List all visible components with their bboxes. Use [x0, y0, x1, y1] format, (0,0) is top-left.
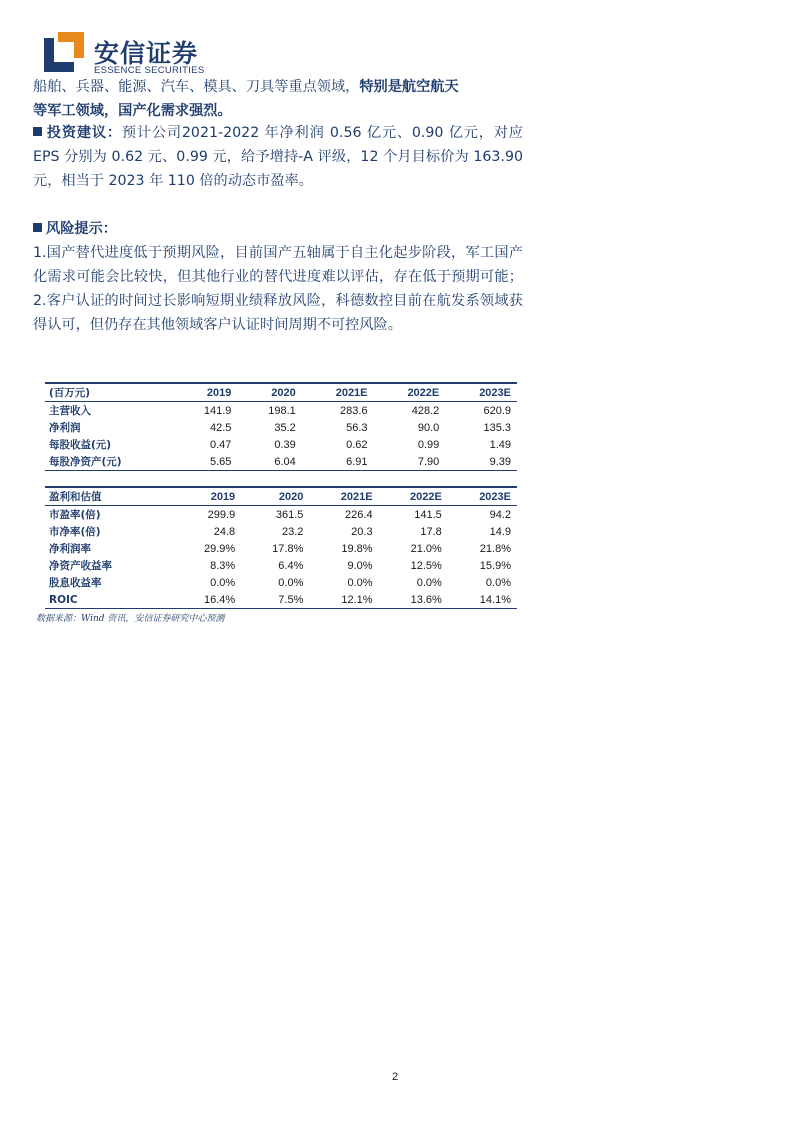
table-cell: 198.1 [268, 404, 296, 417]
table-cell: 19.8% [341, 542, 373, 555]
table-header-cell: 2023E [445, 383, 517, 402]
row-label: 主营收入 [49, 405, 91, 417]
table-cell: 299.9 [207, 508, 236, 521]
table-cell: 13.6% [379, 591, 448, 609]
intro-bold-text-2: 等军工领域，国产化需求强烈。 [33, 103, 232, 119]
table-cell: 283.6 [339, 404, 368, 417]
investment-heading: 投资建议： [46, 125, 122, 141]
table-header-cell: 2019 [173, 383, 237, 402]
row-label: 市净率(倍) [49, 526, 101, 538]
risk-heading: 风险提示： [46, 221, 117, 237]
bullet-square-icon [33, 127, 42, 136]
table-cell: 14.1% [448, 591, 517, 609]
table-cell: 0.39 [274, 438, 296, 451]
table-header-cell: 2020 [241, 487, 309, 506]
table-cell: 226.4 [345, 508, 373, 521]
table-cell: 361.5 [275, 508, 304, 521]
company-logo [44, 32, 284, 80]
table-cell: 6.91 [302, 453, 374, 471]
table-header-row [45, 487, 517, 506]
table-cell: 620.9 [483, 404, 511, 417]
table-cell: 17.8 [420, 525, 442, 538]
table-header-cell: 2022E [379, 487, 448, 506]
table-cell: 12.1% [309, 591, 378, 609]
table-cell: 0.47 [209, 438, 232, 451]
table-row [45, 540, 517, 557]
investment-paragraph [33, 121, 523, 193]
bullet-square-icon [33, 223, 42, 232]
table-cell: 90.0 [417, 421, 440, 434]
table-row [45, 574, 517, 591]
table-cell: 9.39 [445, 453, 517, 471]
table-header-cell: 2020 [237, 383, 301, 402]
table-cell: 56.3 [346, 421, 368, 434]
table-cell: 5.65 [173, 453, 237, 471]
table-row [45, 591, 517, 609]
table-cell: 16.4% [173, 591, 241, 609]
row-label: 每股收益(元) [49, 439, 112, 451]
table-cell: 21.8% [479, 542, 511, 555]
table-cell: 6.04 [237, 453, 301, 471]
intro-plain-text: 船舶、兵器、能源、汽车、模具、刀具等重点领域， [33, 79, 360, 95]
table-cell: 141.9 [203, 404, 232, 417]
row-label: 净利润 [49, 422, 81, 434]
valuation-table [45, 486, 517, 609]
logo-text-cn: 安信证券 [94, 39, 199, 68]
table-cell: 15.9% [479, 559, 511, 572]
data-source-note: 数据来源：Wind 资讯，安信证券研究中心预测 [36, 614, 225, 624]
page-number: 2 [392, 1071, 399, 1083]
table-cell: 7.5% [241, 591, 309, 609]
table-cell: 21.0% [410, 542, 442, 555]
table-cell: 141.5 [414, 508, 442, 521]
table-cell: 0.0% [485, 576, 511, 589]
row-label: 净利润率 [49, 543, 91, 555]
intro-bold-text-1: 特别是航空航天 [359, 79, 459, 95]
table-cell: 6.4% [278, 559, 304, 572]
table-cell: 0.0% [210, 576, 236, 589]
table-header-cell: 2021E [309, 487, 378, 506]
investment-body: 预计公司2021-2022 年净利润 0.56 亿元、0.90 亿元，对应 EPS 分别为 0.62 元、0.99 元，给予增持-A 评级，12 个月目标价为 163.90 元，相当于 2023 年 110 倍的动态市盈率。 [33, 125, 523, 189]
table-cell: 1.49 [489, 438, 511, 451]
table-cell: 0.62 [346, 438, 368, 451]
table-cell: 29.9% [203, 542, 236, 555]
table-header-cell: 盈利和估值 [45, 487, 173, 506]
table-row [45, 436, 517, 453]
table-cell: 12.5% [410, 559, 442, 572]
row-label: ROIC [45, 591, 173, 609]
row-label: 股息收益率 [49, 577, 102, 589]
table-header-cell: 2022E [374, 383, 446, 402]
table-row [45, 402, 517, 420]
table-row [45, 506, 517, 524]
table-cell: 0.0% [347, 576, 373, 589]
table-cell: 20.3 [351, 525, 373, 538]
row-label: 每股净资产(元) [45, 453, 173, 471]
table-header-cell: 2019 [173, 487, 241, 506]
table-cell: 24.8 [213, 525, 236, 538]
table-cell: 0.0% [416, 576, 442, 589]
table-cell: 0.0% [278, 576, 304, 589]
table-cell: 23.2 [281, 525, 304, 538]
table-row [45, 453, 517, 471]
table-cell: 8.3% [210, 559, 236, 572]
table-row [45, 557, 517, 574]
financial-summary-table [45, 382, 517, 471]
logo-mark-icon [44, 32, 84, 72]
table-header-cell: (百万元) [45, 383, 173, 402]
table-cell: 94.2 [489, 508, 511, 521]
table-cell: 135.3 [483, 421, 511, 434]
table-row [45, 419, 517, 436]
table-cell: 14.9 [489, 525, 511, 538]
table-row [45, 523, 517, 540]
table-cell: 0.99 [417, 438, 440, 451]
table-header-row [45, 383, 517, 402]
table-cell: 9.0% [347, 559, 373, 572]
table-cell: 17.8% [272, 542, 304, 555]
row-label: 净资产收益率 [49, 560, 112, 572]
table-header-cell: 2021E [302, 383, 374, 402]
logo-text-en: ESSENCE SECURITIES [94, 65, 205, 76]
table-cell: 7.90 [374, 453, 446, 471]
table-header-cell: 2023E [448, 487, 517, 506]
risk-heading-row [33, 218, 117, 238]
row-label: 市盈率(倍) [49, 509, 101, 521]
table-cell: 428.2 [411, 404, 440, 417]
risk-paragraph: 1.国产替代进度低于预期风险，目前国产五轴属于自主化起步阶段，军工国产化需求可能会比较快，但其他行业的替代进度难以评估，存在低于预期可能；2.客户认证的时间过长影响短期业绩释放风险，科德数控目前在航发系领域获得认可，但仍存在其他领域客户认证时间周期不可控风险。 [33, 245, 523, 333]
intro-paragraph [33, 75, 523, 123]
table-cell: 42.5 [209, 421, 232, 434]
table-cell: 35.2 [274, 421, 296, 434]
